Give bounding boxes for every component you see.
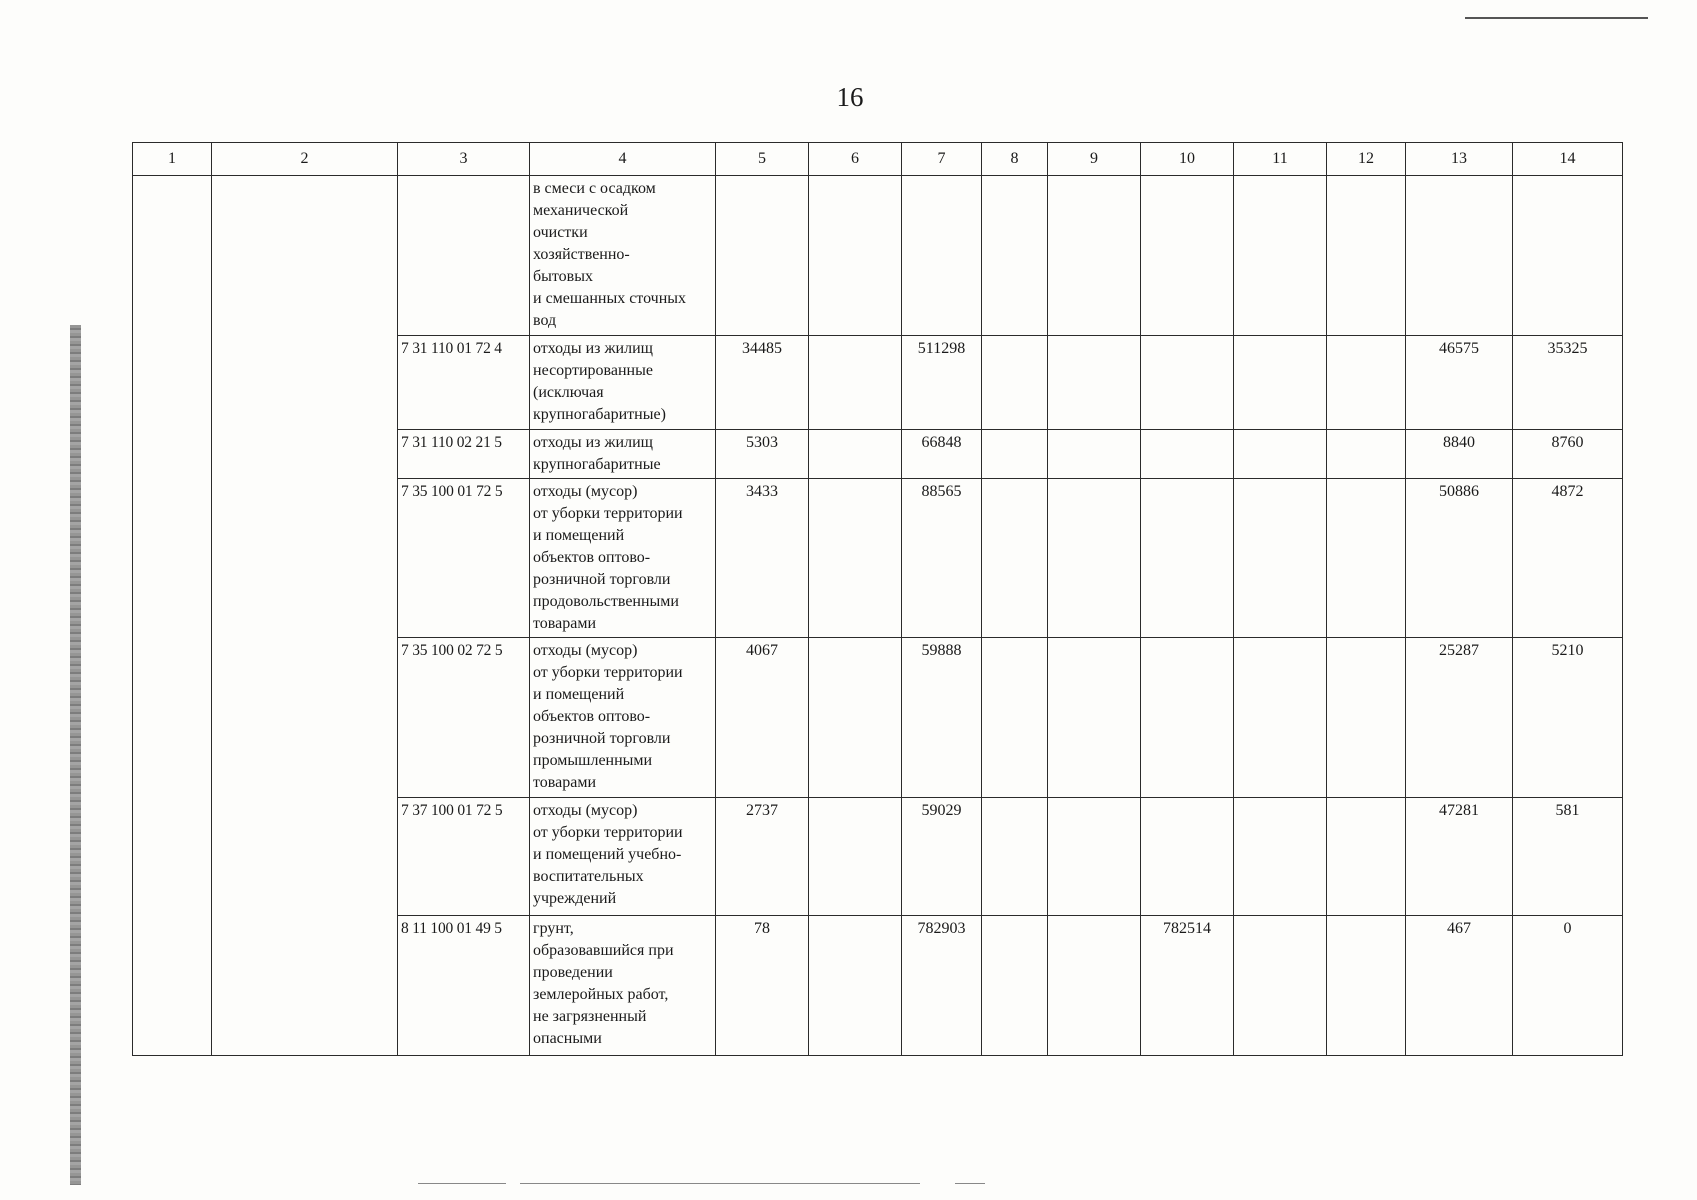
waste-name-cell	[530, 638, 716, 798]
value-cell-col-8	[982, 176, 1048, 336]
waste-name-line: образовавшийся при	[533, 942, 674, 959]
column-header-7: 7	[902, 143, 982, 176]
waste-name-line: и помещений	[533, 527, 625, 544]
column-header-9: 9	[1048, 143, 1141, 176]
waste-name-line: воспитательных	[533, 868, 644, 885]
waste-name-line: отходы из жилищ	[533, 434, 653, 451]
column-header-1: 1	[133, 143, 212, 176]
value-cell-col-9	[1048, 430, 1141, 479]
column-header-12: 12	[1327, 143, 1406, 176]
waste-name-cell	[530, 479, 716, 638]
col-2-cell	[212, 176, 398, 1056]
waste-name-line: очистки	[533, 224, 588, 241]
value-cell-col-9	[1048, 798, 1141, 916]
waste-name-line: промышленными	[533, 752, 653, 769]
value-cell-col-9	[1048, 336, 1141, 430]
value-cell-col-8	[982, 430, 1048, 479]
value-cell-col-7	[902, 176, 982, 336]
col-1-cell	[133, 176, 212, 1056]
footer-scan-line	[955, 1183, 985, 1184]
value-cell-col-13: 467	[1406, 916, 1513, 1056]
waste-name-line: землеройных работ,	[533, 986, 669, 1003]
value-cell-col-10	[1141, 638, 1234, 798]
value-cell-col-6	[809, 336, 902, 430]
value-cell-col-5: 78	[716, 916, 809, 1056]
value-cell-col-6	[809, 479, 902, 638]
value-cell-col-11	[1234, 176, 1327, 336]
waste-name-line: несортированные	[533, 362, 653, 379]
value-cell-col-11	[1234, 638, 1327, 798]
value-cell-col-13: 50886	[1406, 479, 1513, 638]
waste-name-line: розничной торговли	[533, 730, 671, 747]
value-cell-col-7: 88565	[902, 479, 982, 638]
value-cell-col-13: 8840	[1406, 430, 1513, 479]
value-cell-col-14	[1513, 176, 1623, 336]
column-header-4: 4	[530, 143, 716, 176]
column-header-11: 11	[1234, 143, 1327, 176]
value-cell-col-6	[809, 176, 902, 336]
waste-name-line: механической	[533, 202, 629, 219]
value-cell-col-13	[1406, 176, 1513, 336]
value-cell-col-13: 25287	[1406, 638, 1513, 798]
waste-name-line: розничной торговли	[533, 571, 671, 588]
waste-name-line: от уборки территории	[533, 505, 683, 522]
waste-name-line: от уборки территории	[533, 824, 683, 841]
value-cell-col-5	[716, 176, 809, 336]
waste-name-cell	[530, 336, 716, 430]
value-cell-col-5: 5303	[716, 430, 809, 479]
value-cell-col-5: 3433	[716, 479, 809, 638]
value-cell-col-6	[809, 916, 902, 1056]
value-cell-col-10	[1141, 798, 1234, 916]
table-row	[133, 176, 1623, 336]
value-cell-col-7: 511298	[902, 336, 982, 430]
waste-name-line: бытовых	[533, 268, 593, 285]
column-header-14: 14	[1513, 143, 1623, 176]
value-cell-col-14: 35325	[1513, 336, 1623, 430]
value-cell-col-8	[982, 638, 1048, 798]
value-cell-col-12	[1327, 336, 1406, 430]
value-cell-col-13: 47281	[1406, 798, 1513, 916]
column-header-2: 2	[212, 143, 398, 176]
value-cell-col-14: 8760	[1513, 430, 1623, 479]
column-header-13: 13	[1406, 143, 1513, 176]
value-cell-col-7: 59888	[902, 638, 982, 798]
column-header-5: 5	[716, 143, 809, 176]
waste-name-line: отходы из жилищ	[533, 340, 653, 357]
waste-name-cell	[530, 176, 716, 336]
value-cell-col-11	[1234, 798, 1327, 916]
column-header-3: 3	[398, 143, 530, 176]
value-cell-col-14: 581	[1513, 798, 1623, 916]
value-cell-col-9	[1048, 638, 1141, 798]
value-cell-col-11	[1234, 916, 1327, 1056]
value-cell-col-11	[1234, 479, 1327, 638]
waste-name-line: в смеси с осадком	[533, 180, 656, 197]
footer-scan-line	[520, 1183, 920, 1184]
waste-name-line: проведении	[533, 964, 613, 981]
waste-name-line: и помещений учебно-	[533, 846, 682, 863]
waste-code-cell: 7 35 100 02 72 5	[398, 638, 530, 798]
value-cell-col-6	[809, 638, 902, 798]
table-body	[133, 176, 1623, 1056]
waste-name-line: крупногабаритные)	[533, 406, 666, 423]
value-cell-col-10	[1141, 176, 1234, 336]
value-cell-col-5: 4067	[716, 638, 809, 798]
waste-name-line: от уборки территории	[533, 664, 683, 681]
value-cell-col-14: 5210	[1513, 638, 1623, 798]
value-cell-col-8	[982, 479, 1048, 638]
waste-code-cell	[398, 176, 530, 336]
waste-name-line: отходы (мусор)	[533, 642, 638, 659]
value-cell-col-12	[1327, 176, 1406, 336]
value-cell-col-7: 782903	[902, 916, 982, 1056]
waste-name-cell	[530, 916, 716, 1056]
waste-code-cell: 7 35 100 01 72 5	[398, 479, 530, 638]
value-cell-col-6	[809, 798, 902, 916]
waste-code-cell: 7 31 110 01 72 4	[398, 336, 530, 430]
value-cell-col-12	[1327, 479, 1406, 638]
value-cell-col-9	[1048, 479, 1141, 638]
value-cell-col-9	[1048, 176, 1141, 336]
value-cell-col-8	[982, 798, 1048, 916]
value-cell-col-8	[982, 916, 1048, 1056]
waste-name-line: товарами	[533, 774, 597, 791]
value-cell-col-7: 59029	[902, 798, 982, 916]
value-cell-col-12	[1327, 916, 1406, 1056]
value-cell-col-10	[1141, 479, 1234, 638]
waste-name-line: отходы (мусор)	[533, 802, 638, 819]
waste-name-line: объектов оптово-	[533, 708, 651, 725]
waste-code-cell: 8 11 100 01 49 5	[398, 916, 530, 1056]
value-cell-col-5: 2737	[716, 798, 809, 916]
scan-edge-shadow	[70, 325, 81, 1185]
value-cell-col-10: 782514	[1141, 916, 1234, 1056]
column-header-8: 8	[982, 143, 1048, 176]
value-cell-col-12	[1327, 798, 1406, 916]
waste-name-line: крупногабаритные	[533, 456, 661, 473]
waste-name-line: хозяйственно-	[533, 246, 630, 263]
value-cell-col-8	[982, 336, 1048, 430]
value-cell-col-7: 66848	[902, 430, 982, 479]
waste-name-line: отходы (мусор)	[533, 483, 638, 500]
waste-name-line: товарами	[533, 615, 597, 632]
waste-name-line: продовольственными	[533, 593, 679, 610]
waste-name-line: и помещений	[533, 686, 625, 703]
value-cell-col-12	[1327, 638, 1406, 798]
footer-scan-line	[418, 1183, 506, 1184]
column-header-10: 10	[1141, 143, 1234, 176]
waste-name-line: опасными	[533, 1030, 602, 1047]
value-cell-col-14: 4872	[1513, 479, 1623, 638]
waste-name-line: грунт,	[533, 920, 574, 937]
waste-code-cell: 7 31 110 02 21 5	[398, 430, 530, 479]
waste-name-line: вод	[533, 312, 557, 329]
value-cell-col-11	[1234, 430, 1327, 479]
waste-data-table	[132, 142, 1623, 1056]
page-number: 16	[836, 82, 864, 112]
waste-name-line: не загрязненный	[533, 1008, 647, 1025]
value-cell-col-12	[1327, 430, 1406, 479]
column-header-6: 6	[809, 143, 902, 176]
value-cell-col-13: 46575	[1406, 336, 1513, 430]
waste-name-line: (исключая	[533, 384, 604, 401]
waste-name-cell	[530, 430, 716, 479]
value-cell-col-10	[1141, 336, 1234, 430]
waste-name-line: объектов оптово-	[533, 549, 651, 566]
value-cell-col-10	[1141, 430, 1234, 479]
top-rule	[1465, 17, 1648, 19]
header-row	[133, 143, 1623, 176]
value-cell-col-6	[809, 430, 902, 479]
value-cell-col-11	[1234, 336, 1327, 430]
value-cell-col-14: 0	[1513, 916, 1623, 1056]
value-cell-col-5: 34485	[716, 336, 809, 430]
waste-name-cell	[530, 798, 716, 916]
waste-name-line: и смешанных сточных	[533, 290, 687, 307]
waste-code-cell: 7 37 100 01 72 5	[398, 798, 530, 916]
value-cell-col-9	[1048, 916, 1141, 1056]
waste-name-line: учреждений	[533, 890, 617, 907]
